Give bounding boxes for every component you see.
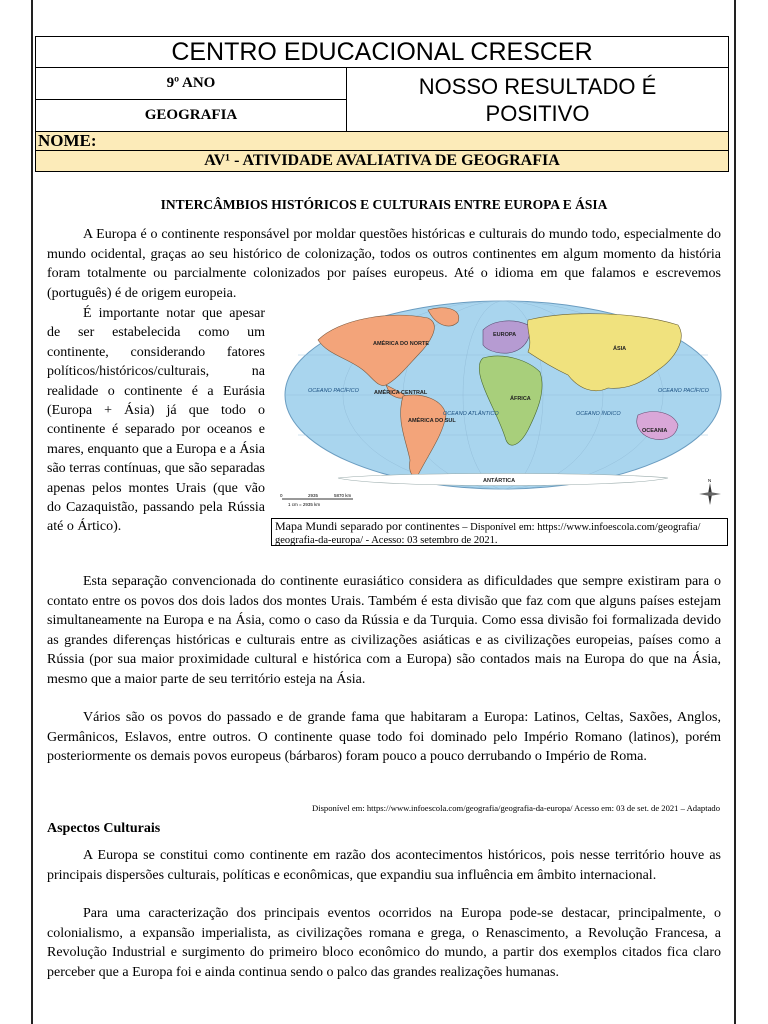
svg-text:0: 0 — [280, 493, 283, 498]
caption-source: – Disponível em: https://www.infoescola.com/geografia/ geografia-da-europa/ - Acesso: 03 setembro de 2021. — [275, 522, 701, 546]
map-caption — [271, 518, 728, 546]
label-atlantic: OCEANO ATLÂNTICO — [443, 411, 499, 417]
page-border-right — [734, 0, 736, 1024]
label-antarctica: ANTÁRTICA — [483, 478, 516, 484]
svg-text:2935: 2935 — [308, 493, 319, 498]
paragraph-3: Esta separação convencionada do continente eurasiático considera as dificuldades que sempre existiram para o contato entre os povos dos dois lados dos montes Urais. Também é esta divisão que faz com que alguns países estejam simultaneamente na Europa e na Ásia, como o caso da Rússia e da Turquia. Como essa divisão foi formalizada devido as grandes diferenças históricas e culturais entre as civilizações asiáticas e as civilizações europeias, países como a Rússia (por sua maior proximidade cultural e histórica com a Europa) são contados mais na Europa do que na Ásia, mesmo que a maior parte de seu território esteja na Ásia. — [47, 574, 721, 687]
label-pacific-left: OCEANO PACÍFICO — [308, 388, 359, 394]
activity-title: AV¹ - ATIVIDADE AVALIATIVA DE GEOGRAFIA — [36, 151, 729, 172]
school-name: CENTRO EDUCACIONAL CRESCER — [36, 37, 729, 68]
subject-label: GEOGRAFIA — [36, 100, 347, 132]
label-indian: OCEANO ÍNDICO — [576, 411, 621, 417]
label-europe: EUROPA — [493, 332, 517, 338]
label-africa: ÁFRICA — [510, 396, 531, 402]
label-south-america: AMÉRICA DO SUL — [408, 418, 456, 424]
paragraph-6: Para uma caracterização dos principais eventos ocorridos na Europa pode-se destacar, principalmente, o colonialismo, a expansão imperialista, as civilizações romana e grega, o Renascimento, a Revolução Francesa, a Revolução Industrial e surgimento do primeiro bloco econômico do mundo, a partir dos exemplos citados fica claro perceber que a Europa foi e ainda continua sendo o palco das grandes realizações humanas. — [47, 906, 721, 980]
slogan-line1: NOSSO RESULTADO É — [418, 73, 657, 99]
label-north-america: AMÉRICA DO NORTE — [373, 341, 430, 347]
paragraph-1: A Europa é o continente responsável por moldar questões históricas e culturais do mundo todo, especialmente do mundo ocidental, graças ao seu histórico de colonização, todos os outros continentes em algum momento da história foram totalmente ou parcialmente colonizados por países europeus. Até o idioma em que falamos e escrevemos (português) é de origem europeia. — [47, 227, 721, 301]
header-table — [35, 36, 729, 172]
section-title: Aspectos Culturais — [47, 821, 161, 836]
svg-text:5870 km: 5870 km — [334, 493, 352, 498]
label-central-america: AMÉRICA CENTRAL — [374, 390, 428, 396]
svg-text:N: N — [708, 478, 712, 483]
page-border-left — [31, 0, 33, 1024]
paragraph-5: A Europa se constitui como continente em razão dos acontecimentos históricos, pois nesse território houve as principais dispersões culturais, políticas e econômicas, que expandiu sua influência em âmbito internacional. — [47, 848, 721, 883]
caption-title: Mapa Mundi separado por continentes — [275, 519, 460, 533]
label-pacific-right: OCEANO PACÍFICO — [658, 388, 709, 394]
slogan-line2: POSITIVO — [485, 100, 590, 126]
grade-label: 9º ANO — [36, 68, 347, 100]
label-oceania: OCEANIA — [642, 428, 668, 434]
name-field[interactable]: NOME: — [36, 132, 729, 151]
world-map — [278, 300, 728, 518]
slogan — [347, 68, 729, 132]
svg-text:1 cm = 2935 km: 1 cm = 2935 km — [288, 502, 321, 507]
source-citation: Disponível em: https://www.infoescola.com/geografia/geografia-da-europa/ Acesso em: 03 de set. de 2021 – Adaptado — [311, 803, 720, 813]
article-title: INTERCÂMBIOS HISTÓRICOS E CULTURAIS ENTRE EUROPA E ÁSIA — [160, 197, 608, 212]
paragraph-4: Vários são os povos do passado e de grande fama que habitaram a Europa: Latinos, Celtas, Saxões, Anglos, Germânicos, Eslavos, entre outros. O continente quase todo foi dominado pelo Império Romano (latinos), porém posteriormente os demais povos europeus (bárbaros) foram pouco a pouco derrubando o Império de Roma. — [47, 710, 721, 764]
label-asia: ÁSIA — [613, 346, 627, 352]
paragraph-2: É importante notar que apesar de ser estabelecida como um continente, considerando fatores políticos/históricos/culturais, na realidade o continente é a Eurásia (Europa + Ásia) já que todo o continente é separado por oceanos e mares, enquanto que a Europa e a Ásia são terras contínuas, que são separadas apenas pelos montes Urais (que vão do Cazaquistão, passando pela Rússia até o Ártico). — [47, 306, 265, 535]
